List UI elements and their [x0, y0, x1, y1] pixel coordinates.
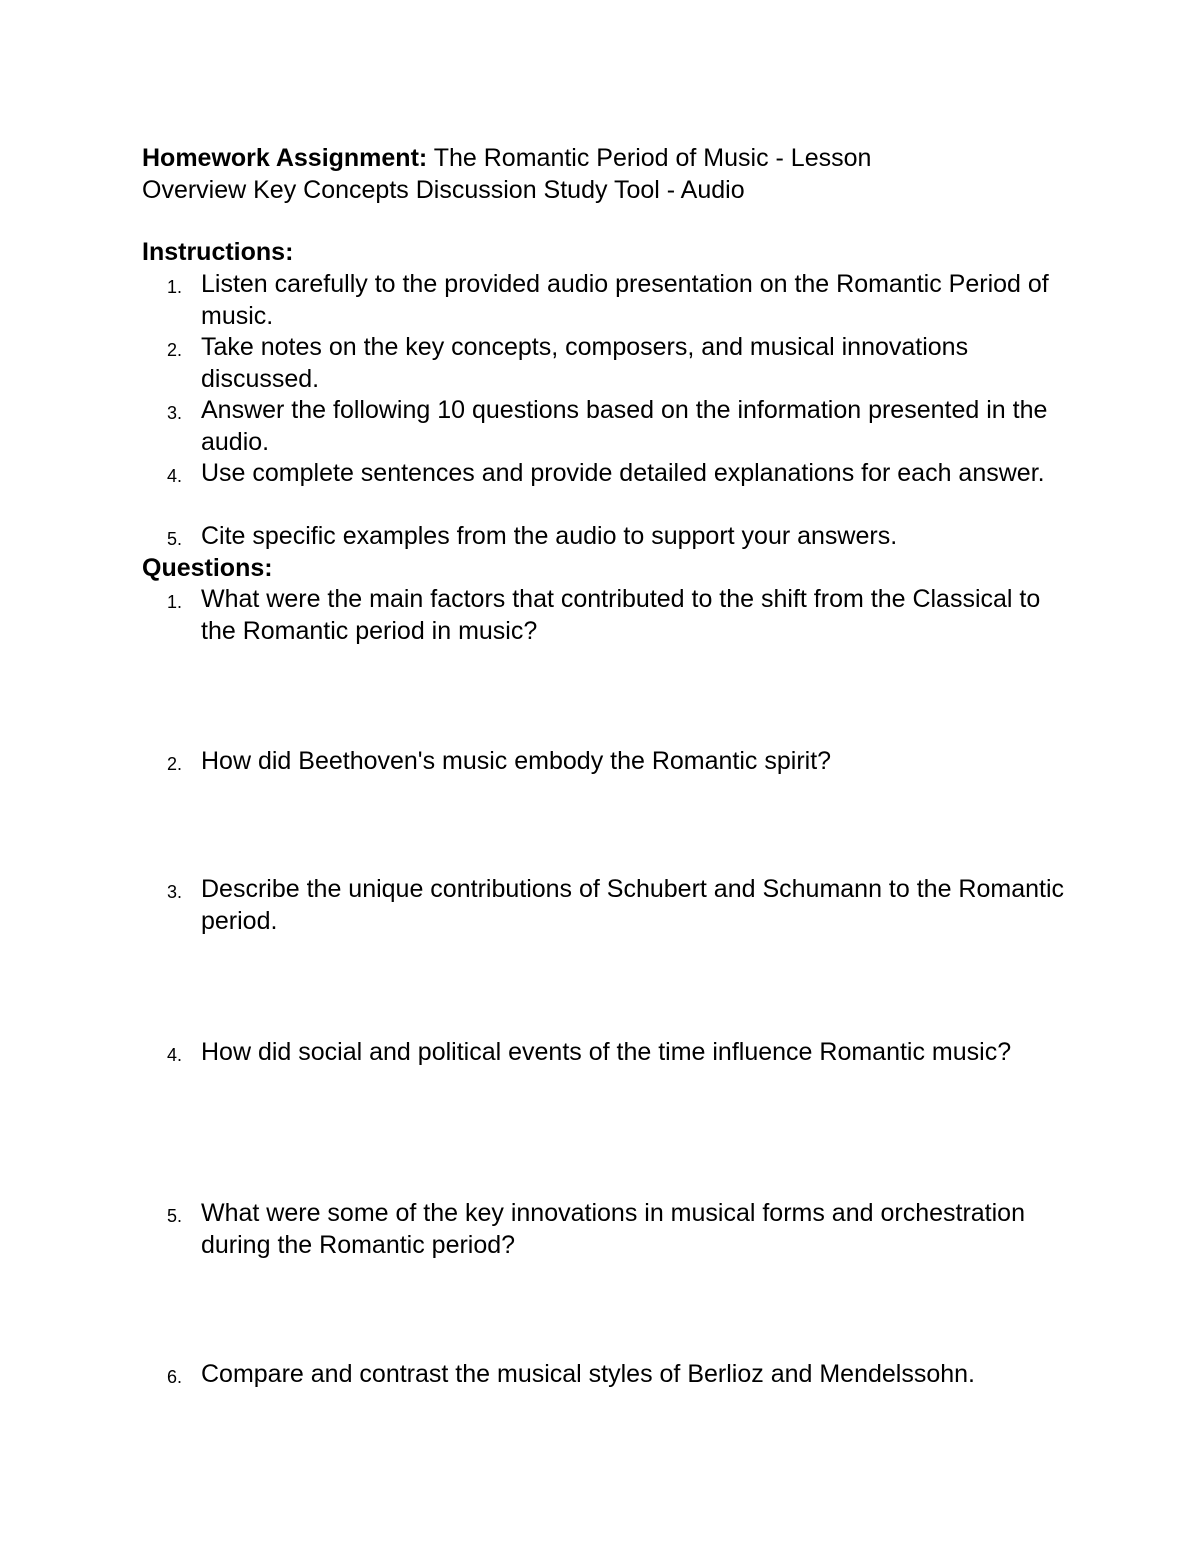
- instruction-text: Listen carefully to the provided audio presentation on the Romantic Period of music.: [201, 270, 1049, 330]
- question-number: 2.: [166, 754, 182, 774]
- instruction-text: Cite specific examples from the audio to support your answers.: [201, 522, 898, 550]
- question-text: Describe the unique contributions of Schubert and Schumann to the Romantic period.: [201, 875, 1065, 935]
- title-label: Homework Assignment:: [142, 144, 428, 172]
- instructions-heading: Instructions:: [142, 238, 294, 266]
- instruction-number: 5.: [166, 529, 182, 549]
- question-number: 3.: [166, 882, 182, 902]
- assignment-title: [142, 142, 871, 174]
- questions-heading: Questions:: [142, 554, 273, 582]
- question-text: What were the main factors that contributed to the shift from the Classical to the Romantic period in music?: [201, 585, 1041, 645]
- instruction-number: 2.: [166, 340, 182, 360]
- question-text: Compare and contrast the musical styles of Berlioz and Mendelssohn.: [201, 1360, 975, 1388]
- question-text: How did Beethoven's music embody the Romantic spirit?: [201, 747, 832, 775]
- question-number: 4.: [166, 1045, 182, 1065]
- title-text: The Romantic Period of Music - Lesson: [427, 144, 872, 172]
- instruction-number: 3.: [166, 403, 182, 423]
- instruction-text: Use complete sentences and provide detailed explanations for each answer.: [201, 459, 1045, 487]
- instruction-number: 4.: [166, 466, 182, 486]
- question-text: How did social and political events of the time influence Romantic music?: [201, 1038, 1012, 1066]
- instruction-text: Answer the following 10 questions based on the information presented in the audio.: [201, 396, 1048, 456]
- question-number: 5.: [166, 1206, 182, 1226]
- question-number: 6.: [166, 1367, 182, 1387]
- assignment-title-line2: Overview Key Concepts Discussion Study Tool - Audio: [142, 176, 745, 204]
- question-text: What were some of the key innovations in musical forms and orchestration during the Romantic period?: [201, 1199, 1025, 1259]
- instruction-number: 1.: [166, 277, 182, 297]
- question-number: 1.: [166, 592, 182, 612]
- instruction-text: Take notes on the key concepts, composers, and musical innovations discussed.: [201, 333, 969, 393]
